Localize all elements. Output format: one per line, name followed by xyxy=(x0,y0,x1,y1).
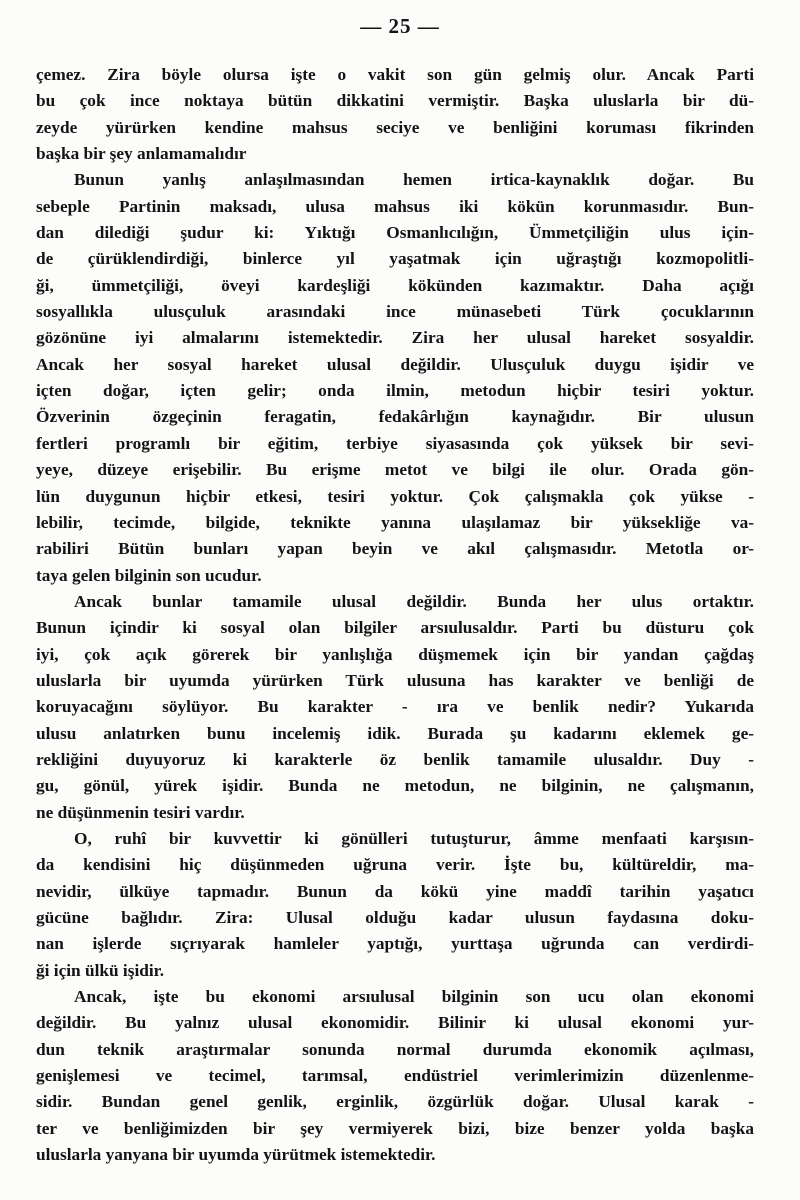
text-line: uluslarla yanyana bir uyumda yürütmek istemektedir. xyxy=(36,1145,436,1165)
text-line: genişlemesi ve tecimel, tarımsal, endüstriel verimlerimizin düzenlenme- xyxy=(36,1066,754,1086)
body-text xyxy=(36,62,754,1168)
text-line: fertleri programlı bir eğitim, terbiye siyasasında çok yüksek bir sevi- xyxy=(36,433,754,453)
text-line: uluslarla bir uyumda yürürken Türk ulusuna has karakter ve benliği de xyxy=(36,670,754,690)
text-line: gücüne bağlıdır. Zira: Ulusal olduğu kadar ulusun faydasına doku- xyxy=(36,908,754,927)
text-line: bu çok ince noktaya bütün dikkatini vermiştir. Başka uluslarla bir dü- xyxy=(36,91,754,111)
text-line: ne düşünmenin tesiri vardır. xyxy=(36,802,245,822)
text-line: gözönüne iyi almalarını istemektedir. Zira her ulusal hareket sosyaldir. xyxy=(36,328,754,348)
text-line: gu, gönül, yürek işidir. Bunda ne metodun, ne bilginin, ne çalışmanın, xyxy=(36,776,754,796)
text-line: dan dilediği şudur ki: Yıktığı Osmanlıcılığın, Ümmetçiliğin ulus için- xyxy=(36,223,754,243)
text-line: rekliğini duyuyoruz ki karakterle öz benlik tamamile ulusaldır. Duy - xyxy=(36,749,754,769)
text-line: ği için ülkü işidir. xyxy=(36,960,165,980)
text-line: Ancak her sosyal hareket ulusal değildir. Ulusçuluk duygu işidir ve xyxy=(36,354,754,374)
text-line: değildir. Bu yalnız ulusal ekonomidir. Bilinir ki ulusal ekonomi yur- xyxy=(36,1013,754,1033)
text-line: lün duygunun hiçbir etkesi, tesiri yoktur. Çok çalışmakla çok yükse - xyxy=(36,486,754,506)
page-number: — 25 — xyxy=(360,14,440,38)
text-line: başka bir şey anlamamalıdır xyxy=(36,144,247,164)
text-line: nan işlerde sıçrıyarak hamleler yaptığı, yurttaşa uğrunda can verdirdi- xyxy=(36,934,754,954)
text-line: Bunun yanlış anlaşılmasından hemen irtica-kaynaklık doğar. Bu xyxy=(74,170,754,190)
text-line: taya gelen bilginin son ucudur. xyxy=(36,565,262,585)
text-line: ter ve benliğimizden bir şey vermiyerek bizi, bize benzer yolda başka xyxy=(36,1118,754,1138)
text-line: yeye, düzeye erişebilir. Bu erişme metot ve bilgi ile olur. Orada gön- xyxy=(36,460,754,480)
text-line: çemez. Zira böyle olursa işte o vakit son gün gelmiş olur. Ancak Parti xyxy=(36,65,754,84)
text-line: ulusu anlatırken bunu incelemiş idik. Burada şu kadarını eklemek ge- xyxy=(36,723,754,743)
text-line: dun teknik araştırmalar sonunda normal durumda ekonomik açılması, xyxy=(36,1039,754,1059)
text-line: koruyacağını söylüyor. Bu karakter - ıra ve benlik nedir? Yukarıda xyxy=(36,697,754,717)
text-line: de çürüklendirdiği, binlerce yıl yaşatmak için uğraştığı kozmopolitli- xyxy=(36,249,754,269)
text-line: Özverinin özgeçinin feragatin, fedakârlığın kaynağıdır. Bir ulusun xyxy=(36,407,754,427)
text-line: O, ruhî bir kuvvettir ki gönülleri tutuşturur, âmme menfaati karşısın- xyxy=(74,828,754,848)
text-line: da kendisini hiç düşünmeden uğruna verir. İşte bu, kültüreldir, ma- xyxy=(36,855,754,875)
text-line: sidir. Bundan genel genlik, erginlik, özgürlük doğar. Ulusal karak - xyxy=(36,1092,754,1112)
text-line: rabiliri Bütün bunları yapan beyin ve akıl çalışmasıdır. Metotla or- xyxy=(36,539,754,559)
text-line: Ancak bunlar tamamile ulusal değildir. Bunda her ulus ortaktır. xyxy=(74,591,754,611)
text-line: Bunun içindir ki sosyal olan bilgiler arsıulusaldır. Parti bu düsturu çok xyxy=(36,618,754,638)
text-line: ği, ümmetçiliği, öveyi kardeşliği kökünden kazımaktır. Daha açığı xyxy=(36,275,754,295)
text-line: lebilir, tecimde, bilgide, teknikte yanına ulaşılamaz bir yüksekliğe va- xyxy=(36,512,754,532)
text-line: zeyde yürürken kendine mahsus seciye ve benliğini koruması fikrinden xyxy=(36,117,754,137)
text-line: sebeple Partinin maksadı, ulusa mahsus iki kökün korunmasıdır. Bun- xyxy=(36,196,754,216)
text-line: içten doğar, içten gelir; onda ilmin, metodun hiçbir tesiri yoktur. xyxy=(36,381,754,401)
text-line: sosyallıkla ulusçuluk arasındaki ince münasebeti Türk çocuklarının xyxy=(36,302,754,322)
text-line: iyi, çok açık görerek bir yanlışlığa düşmemek için bir yandan çağdaş xyxy=(36,644,754,664)
text-line: nevidir, ülküye tapmadır. Bunun da kökü yine maddî tarihin yaşatıcı xyxy=(36,881,754,901)
text-line: Ancak, işte bu ekonomi arsıulusal bilginin son ucu olan ekonomi xyxy=(74,987,754,1007)
